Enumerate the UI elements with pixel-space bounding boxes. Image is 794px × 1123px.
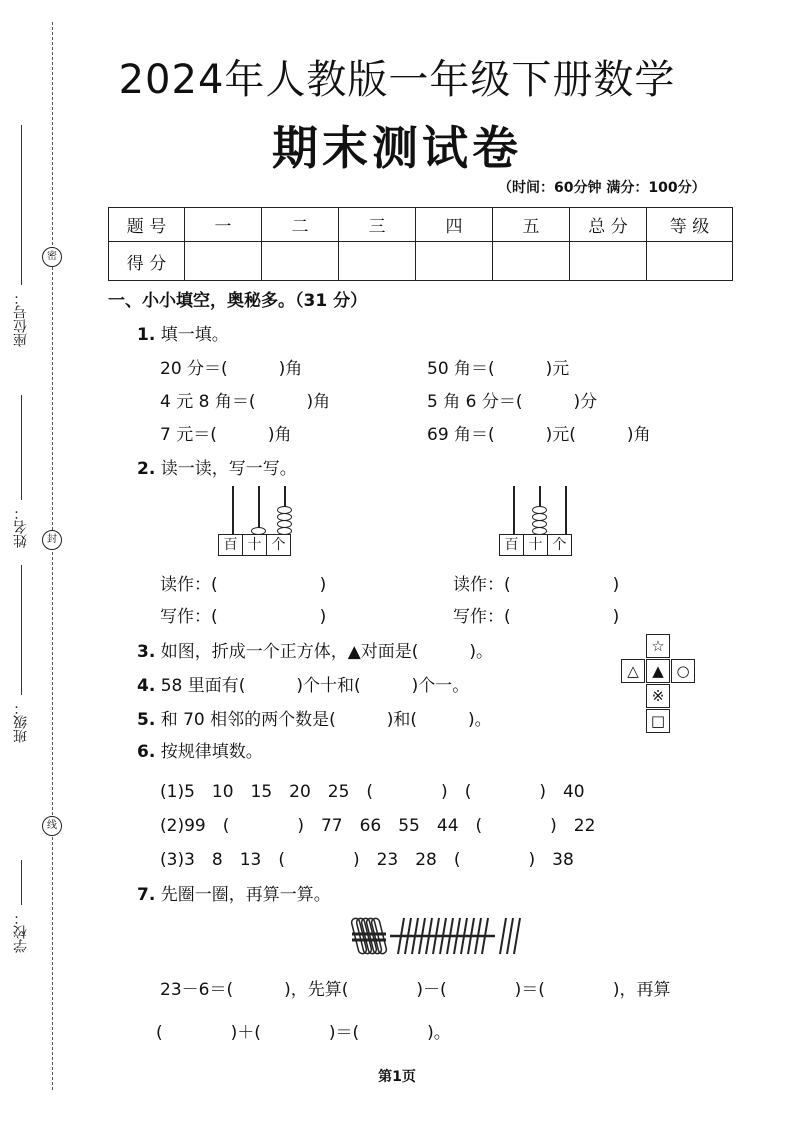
question-text: 先圈一圈，再算一算。	[160, 885, 331, 905]
fill-item: 4 元 8 角＝( )角	[160, 392, 331, 412]
score-table-header-cell: 四	[416, 208, 493, 242]
name-field	[6, 395, 36, 548]
sequence-row: (2)99 ( ) 77 66 55 44 ( ) 22	[160, 816, 596, 836]
abacus-rod	[565, 486, 567, 534]
score-table-header-cell: 等 级	[647, 208, 733, 242]
triangle-filled-icon: ▲	[646, 659, 670, 683]
question-number: 5.	[137, 710, 156, 730]
question-text: 填一填。	[160, 325, 229, 345]
square-icon: □	[646, 709, 670, 733]
question-4	[137, 671, 469, 696]
score-cell[interactable]	[493, 242, 570, 281]
write-as-left: 写作：( )	[160, 607, 327, 627]
score-table-header-cell: 二	[262, 208, 339, 242]
sequence-row: (3)3 8 13 ( ) 23 28 ( ) 38	[160, 850, 574, 870]
fill-item: 20 分＝( )角	[160, 359, 303, 379]
seal-mark-feng: 封	[42, 530, 62, 550]
question-6-title	[137, 737, 263, 762]
star-icon: ☆	[646, 634, 670, 658]
abacus-place-labels	[499, 534, 572, 556]
abacus-rod	[513, 486, 515, 534]
fill-item: 50 角＝( )元	[427, 359, 570, 379]
place-label-tens: 十	[243, 535, 267, 555]
circle-icon: ○	[671, 659, 695, 683]
page-number: 第1页	[378, 1069, 416, 1085]
score-cell[interactable]	[262, 242, 339, 281]
place-label-ones: 个	[552, 537, 567, 553]
abacus-rod	[232, 486, 234, 534]
stick-bundle-icon	[351, 918, 387, 955]
score-table-header-row	[109, 208, 733, 242]
abacus-right	[499, 486, 577, 560]
score-cell[interactable]	[647, 242, 733, 281]
question-text: 如图，折成一个正方体，▲对面是( )。	[160, 642, 494, 662]
score-cell[interactable]	[416, 242, 493, 281]
score-cell[interactable]	[570, 242, 647, 281]
score-cell[interactable]	[185, 242, 262, 281]
seal-mark-xian: 线	[42, 816, 62, 836]
question-5	[137, 705, 492, 730]
abacus-place-labels	[218, 534, 291, 556]
write-as-right: 写作：( )	[453, 607, 620, 627]
fill-item: 7 元＝( )角	[160, 425, 292, 445]
sequence-row: (1)5 10 15 20 25 ( ) ( ) 40	[160, 782, 585, 802]
score-row-label: 得 分	[109, 242, 185, 281]
exam-subtitle: 期末测试卷	[272, 121, 522, 175]
question-text: 58 里面有( )个十和( )个一。	[160, 676, 470, 696]
question-3	[137, 637, 493, 662]
place-label-hundreds: 百	[500, 535, 524, 555]
name-label: 姓名：	[13, 506, 29, 548]
loose-sticks-icon	[390, 918, 520, 954]
question-number: 6.	[137, 742, 156, 762]
question-7-title	[137, 880, 331, 905]
question-number: 4.	[137, 676, 156, 696]
score-table-score-row	[109, 242, 733, 281]
question-text: 按规律填数。	[160, 742, 263, 762]
reference-mark-icon: ※	[646, 684, 670, 708]
abacus-left	[218, 486, 296, 560]
question-number: 7.	[137, 885, 156, 905]
school-label: 学校：	[13, 911, 29, 953]
exam-title: 2024年人教版一年级下册数学	[118, 57, 676, 103]
question-2-title	[137, 454, 297, 479]
read-as-right: 读作：( )	[453, 575, 620, 595]
place-label-ones: 个	[271, 537, 286, 553]
school-field	[6, 860, 36, 953]
seal-mark-mi: 密	[42, 247, 62, 267]
question-number: 2.	[137, 459, 156, 479]
triangle-outline-icon: △	[621, 659, 645, 683]
question-text: 和 70 相邻的两个数是( )和( )。	[160, 710, 492, 730]
fill-item: 5 角 6 分＝( )分	[427, 392, 598, 412]
score-table-header-cell: 五	[493, 208, 570, 242]
seat-number-label: 座位号：	[13, 291, 29, 347]
counting-sticks-illustration	[350, 910, 530, 962]
fill-item: 69 角＝( )元( )角	[427, 425, 651, 445]
score-table-header-cell: 题 号	[109, 208, 185, 242]
binding-dashed-line	[52, 22, 53, 1090]
place-label-tens: 十	[524, 535, 548, 555]
class-field	[6, 565, 36, 743]
score-table-header-cell: 总 分	[570, 208, 647, 242]
exam-time-score-info: （时间：60分钟 满分：100分）	[498, 180, 706, 196]
score-cell[interactable]	[339, 242, 416, 281]
question-number: 3.	[137, 642, 156, 662]
question-number: 1.	[137, 325, 156, 345]
section-heading: 一、小小填空，奥秘多。（31 分）	[108, 291, 368, 311]
place-label-hundreds: 百	[219, 535, 243, 555]
calc-line-1: 23－6＝( )，先算( )－( )＝( )，再算	[160, 980, 671, 1000]
score-table	[108, 207, 733, 281]
class-label: 班级：	[13, 701, 29, 743]
score-table-header-cell: 三	[339, 208, 416, 242]
question-1-title	[137, 320, 229, 345]
score-table-header-cell: 一	[185, 208, 262, 242]
read-as-left: 读作：( )	[160, 575, 327, 595]
calc-line-2: ( )＋( )＝( )。	[156, 1023, 451, 1043]
question-text: 读一读，写一写。	[160, 459, 297, 479]
